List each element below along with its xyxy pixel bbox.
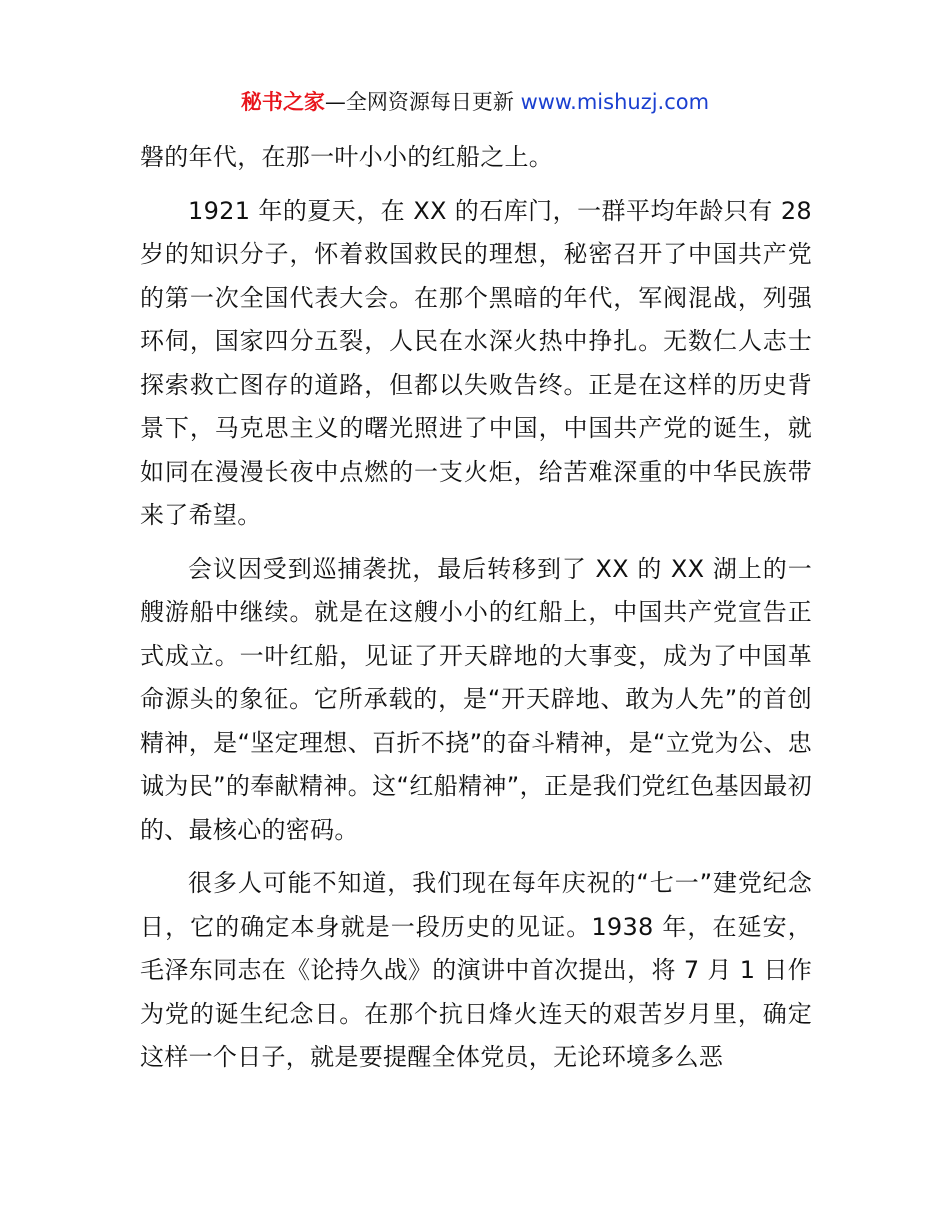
brand-name: 秘书之家	[240, 90, 325, 114]
site-url-link[interactable]: www.mishuzj.com	[520, 90, 710, 114]
header-tagline: —全网资源每日更新	[324, 90, 521, 114]
paragraph-continuation: 磐的年代，在那一叶小小的红船之上。	[140, 143, 554, 171]
paragraph: 1921 年的夏天，在 XX 的石库门，一群平均年龄只有 28 岁的知识分子，怀着救国救民的理想，秘密召开了中国共产党的第一次全国代表大会。在那个黑暗的年代，军阀混战，列强环伺，国家四分五裂，人民在水深火热中挣扎。无数仁人志士探索救亡图存的道路，但都以失败告终。正是在这样的历史背景下，马克思主义的曙光照进了中国，中国共产党的诞生，就如同在漫漫长夜中点燃的一支火炬，给苦难深重的中华民族带来了希望。	[140, 196, 812, 529]
document-body	[140, 136, 812, 1090]
page-header	[0, 86, 950, 118]
paragraph: 很多人可能不知道，我们现在每年庆祝的“七一”建党纪念日，它的确定本身就是一段历史的见证。1938 年，在延安，毛泽东同志在《论持久战》的演讲中首次提出，将 7 月 1 日作为党的诞生纪念日。在那个抗日烽火连天的艰苦岁月里，确定这样一个日子，就是要提醒全体党员，无论环境多么恶	[140, 869, 812, 1071]
paragraph: 会议因受到巡捕袭扰，最后转移到了 XX 的 XX 湖上的一艘游船中继续。就是在这艘小小的红船上，中国共产党宣告正式成立。一叶红船，见证了开天辟地的大事变，成为了中国革命源头的象征。它所承载的，是“开天辟地、敢为人先”的首创精神，是“坚定理想、百折不挠”的奋斗精神，是“立党为公、忠诚为民”的奉献精神。这“红船精神”，正是我们党红色基因最初的、最核心的密码。	[140, 554, 812, 844]
